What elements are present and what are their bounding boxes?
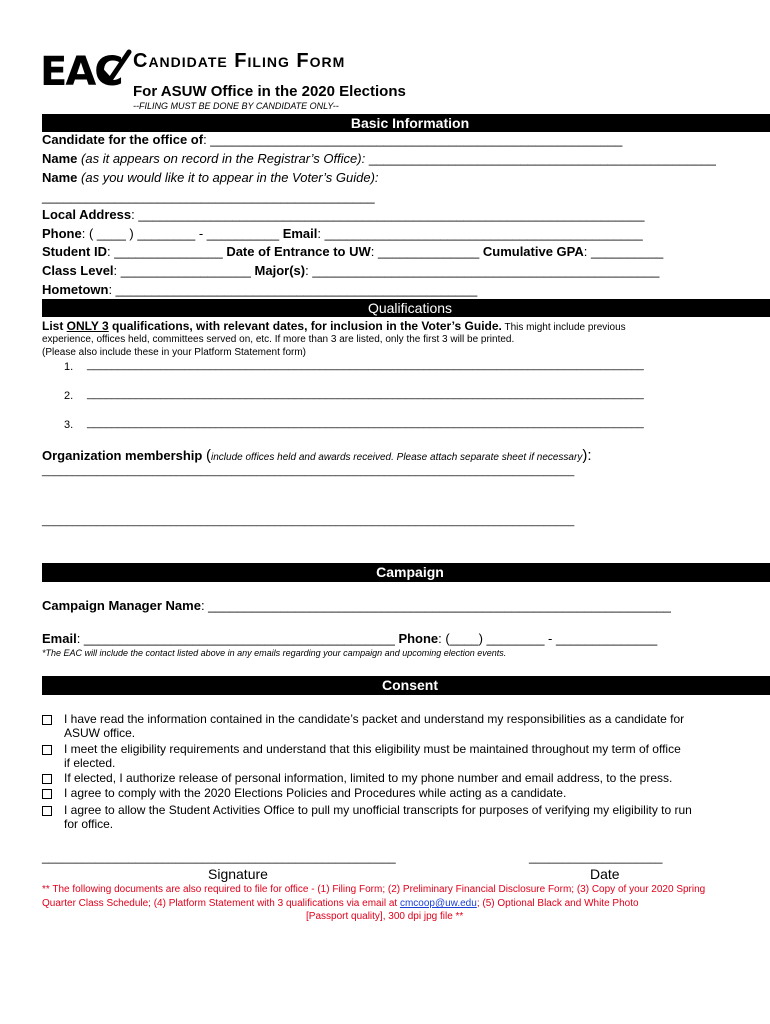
qualification-number-2: 2. xyxy=(64,390,74,402)
intro-only: ONLY 3 xyxy=(66,319,109,333)
organization-field: Organization membership (include offices held and awards received. Please attach separate sheet if necessary): xyxy=(42,447,592,464)
qualification-line-2[interactable]: ___________________________________________________________________________________________ xyxy=(87,388,644,400)
manager-label: Campaign Manager Name xyxy=(42,598,201,613)
footer-line-2 xyxy=(42,897,639,911)
form-subtitle: For ASUW Office in the 2020 Elections xyxy=(133,83,406,100)
consent-text-1a: I have read the information contained in the candidate’s packet and understand my responsibilities as a candidate for xyxy=(64,712,685,726)
name-hint: (as it appears on record in the Registrar’s Office): xyxy=(77,151,366,166)
entrance-label: Date of Entrance to UW xyxy=(226,244,371,259)
campaign-heading: Campaign xyxy=(42,563,770,582)
office-line[interactable]: : _________________________________________________________ xyxy=(203,132,623,147)
consent-item-1 xyxy=(42,712,684,727)
class-major-row xyxy=(42,262,659,280)
email-label: Email xyxy=(282,226,318,241)
footer-email-link[interactable]: cmcoop@uw.edu xyxy=(399,898,477,909)
basic-info-heading: Basic Information xyxy=(42,114,770,132)
qualifications-intro-2: experience, offices held, committees served on, etc. If more than 3 are listed, only the first 3 will be printed. xyxy=(42,334,515,345)
email-line[interactable]: : ____________________________________________ xyxy=(317,226,643,241)
campaign-contact-row xyxy=(42,630,657,648)
qualifications-intro-3: (Please also include these in your Platform Statement form) xyxy=(42,347,307,358)
phone-label: Phone xyxy=(42,226,82,241)
hometown-label: Hometown xyxy=(42,282,109,297)
consent-heading: Consent xyxy=(42,676,770,695)
logo-text: EAC xyxy=(40,49,122,95)
campaign-phone-label: Phone xyxy=(398,631,439,646)
hometown-line[interactable]: : __________________________________________________ xyxy=(108,282,478,297)
address-label: Local Address xyxy=(42,207,132,222)
manager-line[interactable]: : ________________________________________________________________ xyxy=(200,598,671,613)
name-label: Name xyxy=(42,151,78,166)
gpa-line[interactable]: : __________ xyxy=(583,244,664,259)
voter-name-hint: (as you would like it to appear in the Voter’s Guide): xyxy=(77,170,379,185)
organization-line-1[interactable]: _______________________________________________________________________________________ xyxy=(42,465,575,477)
signature-line[interactable]: _____________________________________________________ xyxy=(42,850,396,864)
consent-text-5a: I agree to allow the Student Activities Office to pull my unofficial transcripts for purposes of verifying my eligibility to run xyxy=(64,803,692,817)
footer-line-3: [Passport quality], 300 dpi jpg file ** xyxy=(306,911,464,922)
campaign-note: *The EAC will include the contact listed above in any emails regarding your campaign and upcoming election events. xyxy=(42,648,507,658)
name-voter-guide-field[interactable] xyxy=(42,169,379,187)
consent-text-2a: I meet the eligibility requirements and understand that this eligibility must be maintained throughout my term of office xyxy=(64,742,681,756)
office-field[interactable] xyxy=(42,131,622,149)
phone-line[interactable]: : ( ____ ) ________ - __________ xyxy=(81,226,280,241)
signature-label: Signature xyxy=(208,866,268,882)
qualification-number-3: 3. xyxy=(64,419,74,431)
consent-checkbox-2[interactable] xyxy=(42,745,52,755)
consent-item-5 xyxy=(42,803,692,818)
organization-label: Organization membership xyxy=(42,448,203,463)
footer-line-2a: Quarter Class Schedule; (4) Platform Statement with 3 qualifications via email at xyxy=(42,898,400,909)
qualification-line-3[interactable]: ___________________________________________________________________________________________ xyxy=(87,417,644,429)
consent-text-2b: if elected. xyxy=(64,756,116,770)
consent-text-1b: ASUW office. xyxy=(64,726,136,740)
qualification-line-1[interactable]: ___________________________________________________________________________________________ xyxy=(87,359,644,371)
consent-checkbox-5[interactable] xyxy=(42,806,52,816)
footer-line-2b: ; (5) Optional Black and White Photo xyxy=(476,898,639,909)
student-id-label: Student ID xyxy=(42,244,107,259)
major-line[interactable]: : ________________________________________________ xyxy=(305,263,660,278)
organization-line-2[interactable]: _______________________________________________________________________________________ xyxy=(42,515,575,527)
intro-a: List xyxy=(42,319,67,333)
student-info-row xyxy=(42,243,663,261)
campaign-phone-line[interactable]: : (____) ________ - ______________ xyxy=(438,631,658,646)
qualification-number-1: 1. xyxy=(64,361,74,373)
footer-line-1: ** The following documents are also required to file for office - (1) Filing Form; (2) Preliminary Financial Disclosure Form; (3) Copy of your 2020 Spring xyxy=(42,884,706,895)
date-line[interactable]: ____________________ xyxy=(529,850,663,864)
organization-hint: include offices held and awards received. Please attach separate sheet if necessary xyxy=(211,452,583,463)
consent-checkbox-1[interactable] xyxy=(42,715,52,725)
consent-item-2 xyxy=(42,742,681,757)
gpa-label: Cumulative GPA xyxy=(482,244,584,259)
class-level-label: Class Level xyxy=(42,263,114,278)
qualifications-heading: Qualifications xyxy=(42,299,770,317)
consent-item-3 xyxy=(42,771,672,786)
phone-email-row xyxy=(42,225,643,243)
checkmark-icon xyxy=(95,46,133,88)
class-level-line[interactable]: : __________________ xyxy=(113,263,251,278)
voter-name-line[interactable]: ______________________________________________ xyxy=(42,189,375,204)
campaign-manager-field[interactable] xyxy=(42,597,671,615)
campaign-email-label: Email xyxy=(42,631,77,646)
form-title: Candidate Filing Form xyxy=(133,50,346,72)
name-registrar-field[interactable] xyxy=(42,150,716,168)
major-label: Major(s) xyxy=(254,263,306,278)
consent-text-4: I agree to comply with the 2020 Elections Policies and Procedures while acting as a candidate. xyxy=(64,786,567,800)
consent-item-4 xyxy=(42,786,566,801)
consent-checkbox-4[interactable] xyxy=(42,789,52,799)
consent-text-3: If elected, I authorize release of personal information, limited to my phone number and email address, to the press. xyxy=(64,771,673,785)
intro-c: This might include previous xyxy=(501,322,626,333)
intro-b: qualifications, with relevant dates, for inclusion in the Voter’s Guide. xyxy=(108,319,502,333)
filing-note: --FILING MUST BE DONE BY CANDIDATE ONLY-- xyxy=(133,101,339,111)
name-line[interactable]: ________________________________________________ xyxy=(365,151,716,166)
entrance-line[interactable]: : ______________ xyxy=(370,244,480,259)
campaign-email-line[interactable]: : ___________________________________________ xyxy=(76,631,395,646)
office-label: Candidate for the office of xyxy=(42,132,204,147)
consent-checkbox-3[interactable] xyxy=(42,774,52,784)
consent-text-5b: for office. xyxy=(64,817,114,831)
voter-name-label: Name xyxy=(42,170,78,185)
student-id-line[interactable]: : _______________ xyxy=(107,244,223,259)
date-label: Date xyxy=(590,866,620,882)
address-line[interactable]: : ______________________________________________________________________ xyxy=(131,207,645,222)
address-field[interactable] xyxy=(42,206,644,224)
hometown-field[interactable] xyxy=(42,281,477,299)
